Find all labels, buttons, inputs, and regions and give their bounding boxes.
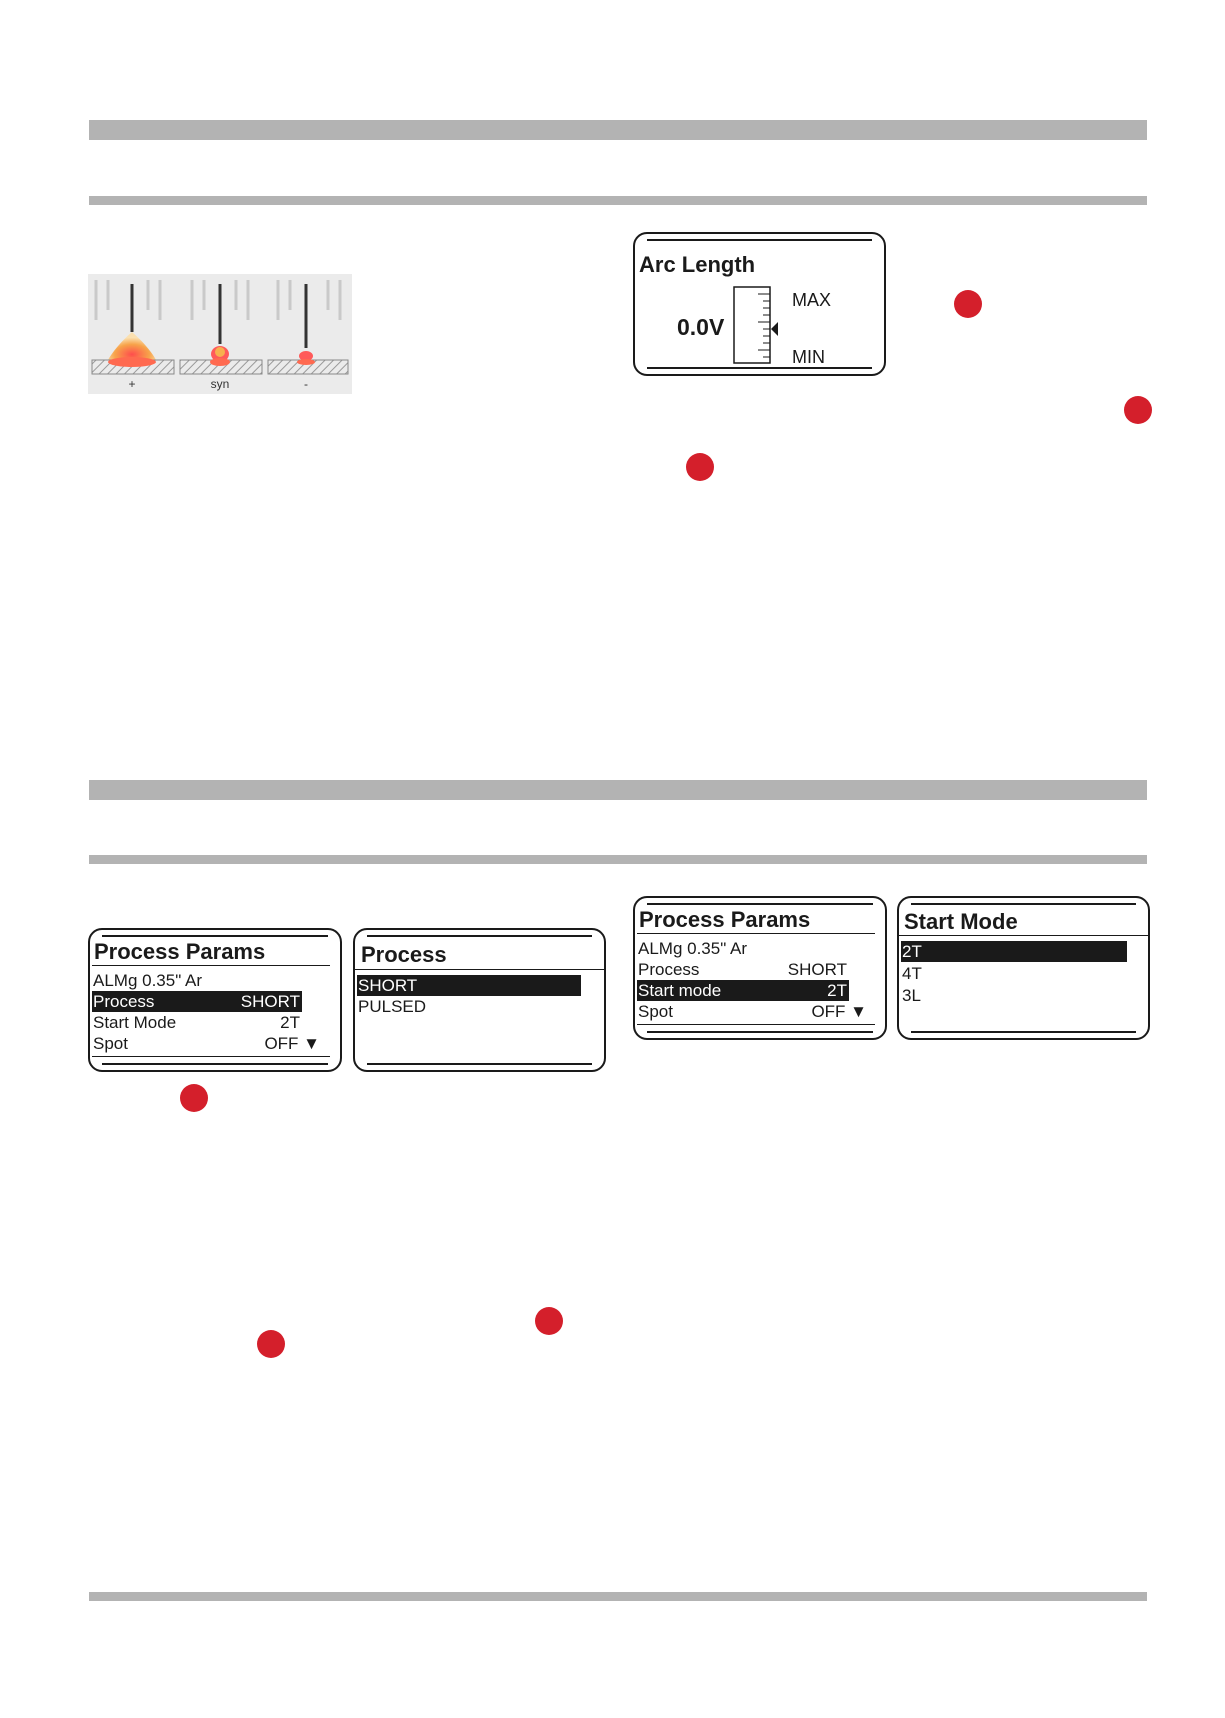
- list-bottom-rule: [637, 1024, 875, 1025]
- max-label: MAX: [792, 290, 832, 310]
- process-params-display-right: [633, 896, 887, 1040]
- callout-dot: [257, 1330, 285, 1358]
- param-row-spot[interactable]: Spot OFF ▼: [638, 1002, 867, 1021]
- title-underline: [899, 935, 1150, 936]
- process-params-title: Process Params: [639, 907, 811, 932]
- arc-length-scale-gauge: [733, 286, 781, 366]
- weld-label-minus: -: [304, 377, 308, 391]
- param-row-start-mode[interactable]: Start mode 2T: [638, 981, 847, 1000]
- param-row-start-mode[interactable]: Start Mode 2T: [93, 1013, 300, 1032]
- section-divider: [89, 196, 1147, 205]
- start-mode-menu-display: [897, 896, 1150, 1040]
- process-menu-display: [353, 928, 606, 1072]
- option-2t[interactable]: 2T: [901, 941, 1127, 962]
- callout-dot: [1124, 396, 1152, 424]
- param-row-material[interactable]: ALMg 0.35" Ar: [638, 939, 748, 958]
- arc-length-value: 0.0V: [677, 314, 725, 340]
- title-underline: [92, 965, 330, 966]
- option-pulsed[interactable]: PULSED: [358, 997, 427, 1016]
- title-underline: [637, 933, 875, 934]
- section-header-bar: [89, 780, 1147, 800]
- callout-dot: [954, 290, 982, 318]
- callout-dot: [686, 453, 714, 481]
- param-row-process[interactable]: Process SHORT: [638, 960, 847, 979]
- param-row-material[interactable]: ALMg 0.35" Ar: [93, 971, 203, 990]
- section-divider: [89, 855, 1147, 864]
- option-4t[interactable]: 4T: [902, 964, 922, 983]
- scale-pointer-icon: [771, 322, 778, 336]
- process-menu-title: Process: [361, 942, 447, 967]
- process-params-title: Process Params: [94, 939, 266, 964]
- param-row-process[interactable]: Process SHORT: [93, 992, 300, 1011]
- arc-length-display: [633, 232, 886, 376]
- min-label: MIN: [792, 347, 825, 367]
- section-header-bar: [89, 120, 1147, 140]
- list-bottom-rule: [92, 1056, 330, 1057]
- arc-length-title: Arc Length: [639, 252, 756, 277]
- callout-dot: [180, 1084, 208, 1112]
- title-underline: [355, 969, 606, 970]
- option-3l[interactable]: 3L: [902, 986, 921, 1005]
- callout-dot: [535, 1307, 563, 1335]
- weld-label-plus: +: [128, 377, 136, 391]
- param-row-spot[interactable]: Spot OFF ▼: [93, 1034, 320, 1053]
- weld-label-syn: syn: [210, 377, 230, 391]
- option-short[interactable]: SHORT: [357, 975, 581, 996]
- weld-arc-illustration: [88, 274, 352, 394]
- footer-divider: [89, 1592, 1147, 1601]
- start-mode-title: Start Mode: [904, 909, 1018, 934]
- process-params-display-left: [88, 928, 342, 1072]
